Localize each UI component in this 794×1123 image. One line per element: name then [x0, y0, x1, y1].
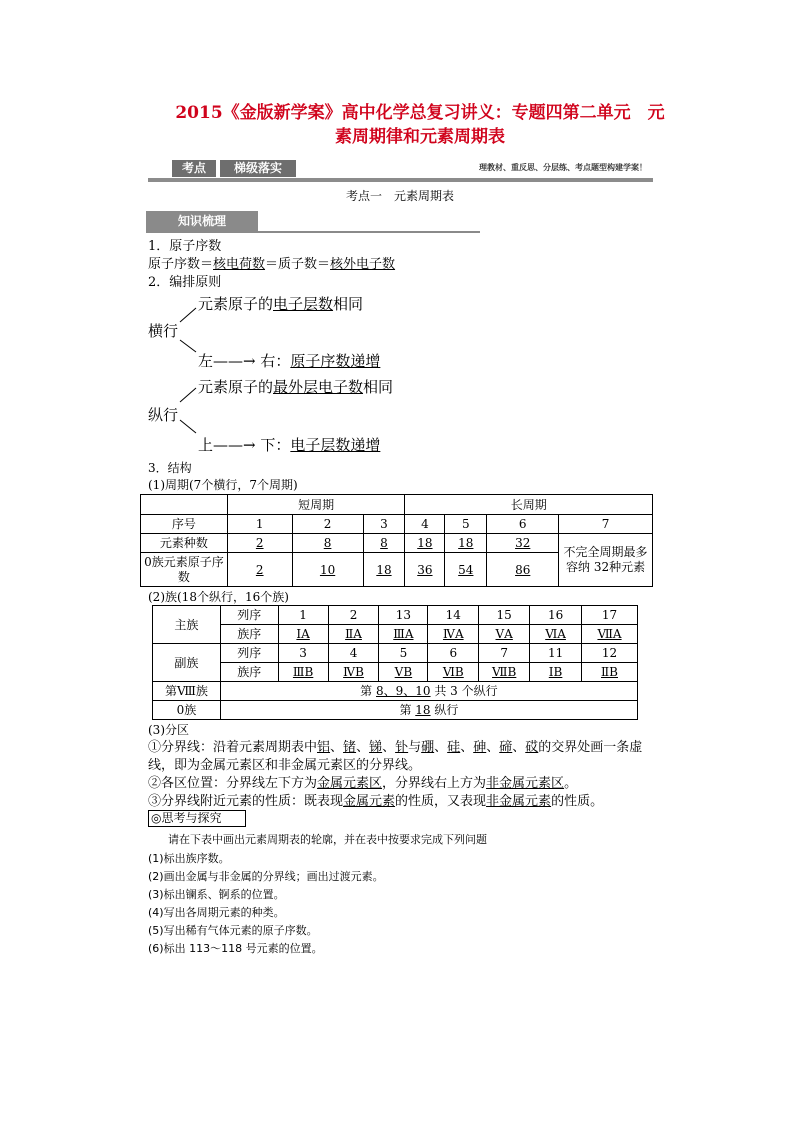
- s2-heading: 2．编排原则: [148, 275, 222, 290]
- text: 、: [382, 740, 396, 755]
- answer: ⅠB: [548, 665, 563, 679]
- answer: ⅡB: [601, 665, 618, 679]
- answer: ⅦA: [597, 627, 622, 641]
- title-line-1: 2015《金版新学案》高中化学总复习讲义：专题四第二单元 元: [175, 103, 665, 123]
- text: 、: [512, 740, 526, 755]
- cell: 4: [405, 515, 445, 534]
- row-top: [198, 293, 363, 314]
- cell: [227, 553, 292, 587]
- cell: [445, 534, 487, 553]
- row-bottom: [198, 350, 380, 371]
- banner-slogan: 理教材、重反思、分层练、考点题型构建学案！: [479, 163, 647, 172]
- text: 、: [330, 740, 344, 755]
- answer: ⅥB: [442, 665, 464, 679]
- text: 第: [360, 684, 376, 698]
- col-top: [198, 376, 393, 397]
- think-item: (3)标出镧系、锕系的位置。: [148, 888, 285, 901]
- answer: ⅠA: [296, 627, 310, 641]
- eq-part: 原子序数＝: [148, 257, 214, 272]
- cell: [363, 553, 405, 587]
- cell: [405, 553, 445, 587]
- cell: [479, 663, 530, 682]
- think-item: (6)标出 113～118 号元素的位置。: [148, 942, 323, 955]
- cell: [328, 663, 379, 682]
- answer: 金属元素区: [317, 776, 383, 791]
- row-label: 0族元素原子序数: [141, 553, 228, 587]
- cell: [582, 625, 638, 644]
- long-period-header: 长周期: [405, 495, 653, 515]
- cell: 3: [363, 515, 405, 534]
- answer: 18: [376, 562, 392, 577]
- cell: [582, 663, 638, 682]
- cell: 7: [479, 644, 530, 663]
- s3-sub2: (2)族(18个纵行，16个族): [148, 590, 289, 604]
- answer: 非金属元素: [486, 794, 552, 809]
- text: 第: [399, 703, 416, 717]
- answer: ⅣA: [442, 627, 464, 641]
- text: 元素原子的: [198, 378, 274, 396]
- answer: 碲: [499, 740, 513, 755]
- answer: 砷: [473, 740, 487, 755]
- answer: 铝: [317, 740, 331, 755]
- text: ③分界线附近元素的性质：既表现: [148, 794, 344, 809]
- col-order-label: 列序: [220, 644, 278, 663]
- cell: 3: [278, 644, 328, 663]
- answer: 8: [323, 536, 332, 550]
- text: 共 3 个纵行: [430, 684, 498, 698]
- cell: 2: [292, 515, 363, 534]
- think-item: (4)写出各周期元素的种类。: [148, 906, 285, 919]
- cell: 5: [379, 644, 428, 663]
- text: 纵行: [430, 703, 459, 717]
- cell: [278, 625, 328, 644]
- text: 相同: [363, 378, 394, 396]
- answer: 硅: [447, 740, 461, 755]
- answer: 10: [319, 562, 336, 577]
- answer: ⅣB: [343, 665, 364, 679]
- eq-answer: 核外电子数: [330, 257, 396, 272]
- answer: 8: [380, 536, 388, 550]
- banner-tag-kaodian: 考点: [172, 160, 216, 177]
- zones-p1-line2: 线，即为金属元素区和非金属元素区的分界线。: [148, 758, 422, 773]
- sub-group-label: 副族: [153, 644, 221, 682]
- col-bottom: [198, 434, 380, 455]
- text: 元素原子的: [198, 295, 274, 313]
- text: 左——→ 右：: [198, 352, 291, 370]
- cell: [278, 663, 328, 682]
- answer: 金属元素: [343, 794, 396, 809]
- s3-heading: 3．结构: [148, 461, 192, 475]
- s1-heading: 1．原子序数: [148, 239, 222, 254]
- cell: [445, 553, 487, 587]
- cell: 5: [445, 515, 487, 534]
- cell: 11: [530, 644, 582, 663]
- zones-p2: [148, 775, 577, 793]
- banner-bar: [148, 178, 653, 182]
- cell: [379, 625, 428, 644]
- answer: ⅢB: [292, 665, 314, 679]
- think-item: (5)写出稀有气体元素的原子序数。: [148, 924, 318, 937]
- viii-label: 第Ⅷ族: [153, 682, 221, 701]
- text: ①分界线：沿着元素周期表中: [148, 740, 318, 755]
- group-order-label: 族序: [220, 625, 278, 644]
- main-group-label: 主族: [153, 606, 221, 644]
- zhishi-label: 知识梳理: [146, 211, 258, 231]
- cell: 7: [559, 515, 653, 534]
- viii-text: [220, 682, 637, 701]
- think-item: (1)标出族序数。: [148, 852, 230, 865]
- cell: [428, 663, 479, 682]
- kaodian-banner: [148, 160, 653, 182]
- cell: [227, 534, 292, 553]
- answer: 36: [417, 562, 433, 577]
- answer: 54: [458, 562, 474, 577]
- answer: 2: [255, 536, 264, 550]
- cell: [292, 534, 363, 553]
- row-label: 序号: [141, 515, 228, 534]
- answer: 电子层数: [273, 295, 334, 313]
- answer: ⅦB: [492, 665, 517, 679]
- eq-answer: 核电荷数: [213, 257, 266, 272]
- answer: 非金属元素区: [486, 776, 565, 791]
- col-label: 纵行: [148, 406, 179, 424]
- think-intro: 请在下表中画出元素周期表的轮廓，并在表中按要求完成下列问题: [168, 833, 487, 846]
- period7-note: 不完全周期最多容纳 32种元素: [559, 534, 653, 587]
- cell: 17: [582, 606, 638, 625]
- cell: [487, 534, 559, 553]
- zones-p3: [148, 793, 603, 811]
- cell: [405, 534, 445, 553]
- cell: [479, 625, 530, 644]
- period-table: [140, 494, 653, 587]
- answer: ⅤA: [495, 627, 513, 641]
- row-label: 元素种数: [141, 534, 228, 553]
- text: 、: [460, 740, 474, 755]
- banner-tag-tiji: 梯级落实: [220, 160, 296, 177]
- col-order-label: 列序: [220, 606, 278, 625]
- answer: 锗: [343, 740, 357, 755]
- text: 与: [408, 740, 422, 755]
- text: 。: [564, 776, 578, 791]
- cell: 15: [479, 606, 530, 625]
- group-order-label: 族序: [220, 663, 278, 682]
- cell: 1: [227, 515, 292, 534]
- cell: [292, 553, 363, 587]
- answer: ⅥA: [545, 627, 566, 641]
- short-period-header: 短周期: [227, 495, 405, 515]
- cell: 1: [278, 606, 328, 625]
- answer: ⅤB: [394, 665, 413, 679]
- zero-text: [220, 701, 637, 720]
- cell: 6: [487, 515, 559, 534]
- answer: 锑: [369, 740, 383, 755]
- answer: 原子序数递增: [290, 352, 381, 370]
- zhishi-line: [146, 231, 480, 233]
- s3-sub1: (1)周期(7个横行，7个周期): [148, 478, 298, 492]
- answer: 18: [415, 703, 431, 717]
- cell: [428, 625, 479, 644]
- answer: 32: [515, 536, 531, 550]
- cell: [379, 663, 428, 682]
- s1-equation: [148, 256, 395, 274]
- eq-part: ＝质子数＝: [265, 257, 331, 272]
- zero-label: 0族: [153, 701, 221, 720]
- title-line-2: 素周期律和元素周期表: [335, 127, 505, 147]
- answer: 钋: [395, 740, 409, 755]
- cell: [363, 534, 405, 553]
- text: ②各区位置：分界线左下方为: [148, 776, 318, 791]
- answer: 最外层电子数: [273, 378, 364, 396]
- s3-sub3: (3)分区: [148, 723, 189, 737]
- cell: 13: [379, 606, 428, 625]
- think-label: ◎思考与探究: [148, 810, 246, 827]
- section-title: 考点一 元素周期表: [345, 189, 454, 203]
- empty-cell: [141, 495, 228, 515]
- cell: [487, 553, 559, 587]
- answer: 18: [417, 536, 433, 550]
- cell: 14: [428, 606, 479, 625]
- group-table: [152, 605, 638, 720]
- text: 的性质，又表现: [395, 794, 487, 809]
- text: ，分界线右上方为: [382, 776, 487, 791]
- page-title: [150, 101, 690, 149]
- answer: 18: [458, 536, 474, 550]
- zhishi-header: [146, 211, 480, 233]
- answer: 2: [255, 562, 264, 577]
- zones-p1-line1: [148, 739, 642, 757]
- cell: 6: [428, 644, 479, 663]
- answer: 86: [515, 562, 531, 577]
- text: 、: [434, 740, 448, 755]
- text: 相同: [333, 295, 364, 313]
- cell: 4: [328, 644, 379, 663]
- row-label: 横行: [148, 322, 179, 340]
- cell: 12: [582, 644, 638, 663]
- text: 上——→ 下：: [198, 436, 291, 454]
- answer: 砹: [525, 740, 539, 755]
- answer: 电子层数递增: [290, 436, 381, 454]
- cell: 16: [530, 606, 582, 625]
- answer: ⅡA: [345, 627, 362, 641]
- think-item: (2)画出金属与非金属的分界线；画出过渡元素。: [148, 870, 384, 883]
- cell: [328, 625, 379, 644]
- text: 、: [486, 740, 500, 755]
- answer: ⅢA: [393, 627, 414, 641]
- cell: 2: [328, 606, 379, 625]
- cell: [530, 663, 582, 682]
- text: 、: [356, 740, 370, 755]
- answer: 8、9、10: [376, 684, 431, 698]
- text: 的交界处画一条虚: [538, 740, 643, 755]
- cell: [530, 625, 582, 644]
- answer: 硼: [421, 740, 435, 755]
- text: 的性质。: [551, 794, 604, 809]
